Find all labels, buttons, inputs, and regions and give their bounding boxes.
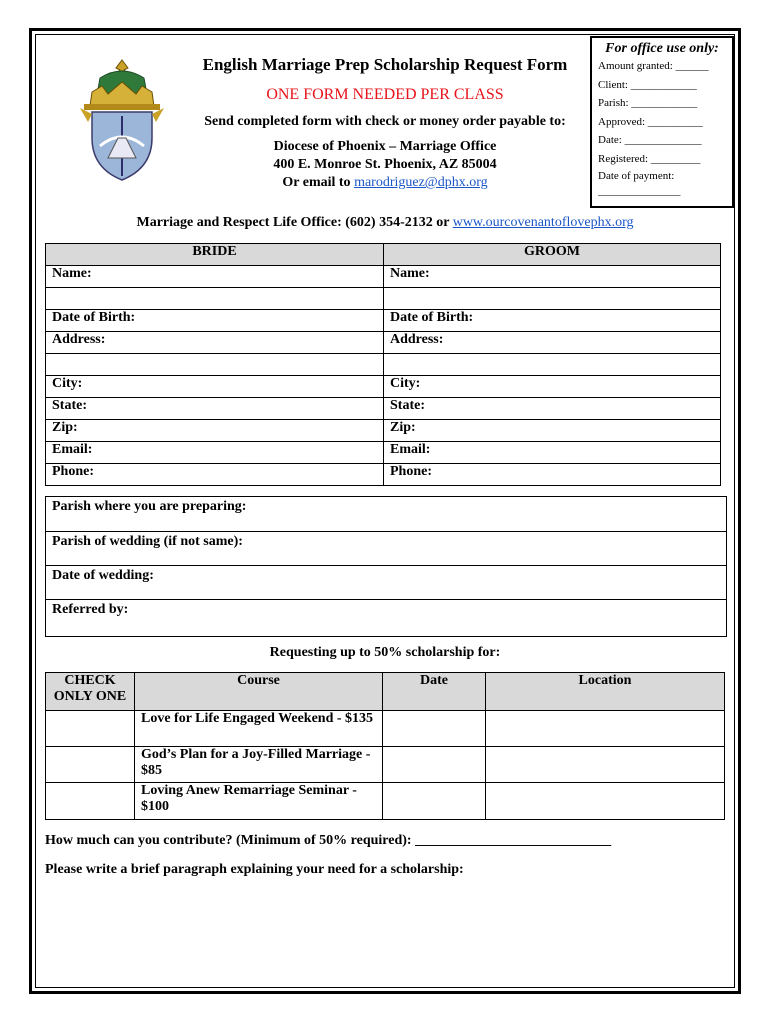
bride-field[interactable] (46, 288, 384, 310)
groom-field[interactable]: State: (384, 398, 721, 420)
office-field: _______________ (598, 185, 681, 197)
course-name: Love for Life Engaged Weekend - $135 (135, 711, 383, 747)
parish-preparing-field[interactable]: Parish where you are preparing: (46, 497, 726, 532)
groom-field[interactable]: Name: (384, 266, 721, 288)
email-line (185, 174, 585, 192)
address-line-2: 400 E. Monroe St. Phoenix, AZ 85004 (273, 157, 497, 172)
bride-field[interactable]: Date of Birth: (46, 310, 384, 332)
groom-field[interactable]: Date of Birth: (384, 310, 721, 332)
office-field: Date of payment: (598, 170, 675, 182)
groom-field[interactable]: Address: (384, 332, 721, 354)
email-prefix: Or email to (282, 175, 355, 190)
office-field: Registered: _________ (598, 152, 701, 165)
contact-line (45, 215, 725, 231)
send-instruction: Send completed form with check or money order payable to: (204, 114, 566, 129)
bride-field[interactable]: Name: (46, 266, 384, 288)
bride-field[interactable]: City: (46, 376, 384, 398)
referred-by-field[interactable]: Referred by: (52, 602, 129, 617)
course-name: Loving Anew Remarriage Seminar - $100 (135, 783, 383, 820)
check-header: CHECK ONLY ONE (46, 673, 135, 711)
form-subtitle: ONE FORM NEEDED PER CLASS (266, 86, 504, 103)
office-field: Parish: ____________ (598, 97, 698, 109)
date-header: Date (383, 673, 486, 711)
course-table (45, 672, 725, 820)
groom-field[interactable] (384, 354, 721, 376)
course-header: Course (135, 673, 383, 711)
location-header: Location (486, 673, 725, 711)
bride-field[interactable]: Phone: (46, 464, 384, 486)
groom-field[interactable]: Zip: (384, 420, 721, 442)
groom-field[interactable] (384, 288, 721, 310)
course-date-cell[interactable] (383, 783, 486, 820)
office-field: Date: ______________ (598, 134, 702, 146)
address-line-1: Diocese of Phoenix – Marriage Office (273, 139, 497, 154)
course-location-cell[interactable] (486, 711, 725, 747)
groom-field[interactable]: Email: (384, 442, 721, 464)
groom-field[interactable]: Phone: (384, 464, 721, 486)
course-date-cell[interactable] (383, 747, 486, 783)
diocese-crest-icon (78, 58, 166, 183)
course-name: God’s Plan for a Joy-Filled Marriage - $85 (135, 747, 383, 783)
parish-wedding-field[interactable]: Parish of wedding (if not same): (46, 532, 726, 566)
groom-field[interactable]: City: (384, 376, 721, 398)
bride-field[interactable]: Address: (46, 332, 384, 354)
bride-field[interactable]: Zip: (46, 420, 384, 442)
bride-field[interactable] (46, 354, 384, 376)
form-title: English Marriage Prep Scholarship Request Form (202, 55, 568, 74)
email-link[interactable]: marodriguez@dphx.org (354, 175, 488, 190)
groom-header: GROOM (384, 244, 721, 266)
bride-header: BRIDE (46, 244, 384, 266)
office-field: Approved: __________ (598, 115, 703, 128)
bride-field[interactable]: Email: (46, 442, 384, 464)
mailing-address (185, 138, 585, 192)
bride-field[interactable]: State: (46, 398, 384, 420)
website-link[interactable]: www.ourcovenantoflovephx.org (452, 215, 634, 230)
office-field: Client: ____________ (598, 78, 697, 91)
contact-text: Marriage and Respect Life Office: (602) 354-2132 or (136, 215, 453, 230)
course-checkbox[interactable] (46, 747, 135, 783)
wedding-date-field[interactable]: Date of wedding: (46, 566, 726, 600)
office-use-heading: For office use only: (605, 41, 719, 56)
course-location-cell[interactable] (486, 783, 725, 820)
paragraph-prompt: Please write a brief paragraph explaining your need for a scholarship: (45, 862, 464, 877)
contribution-field[interactable]: How much can you contribute? (Minimum of 50% required): ____________________________ (45, 833, 612, 848)
course-checkbox[interactable] (46, 711, 135, 747)
course-date-cell[interactable] (383, 711, 486, 747)
office-use-box (590, 36, 734, 208)
course-checkbox[interactable] (46, 783, 135, 820)
paragraph-area[interactable] (45, 885, 725, 983)
office-field: Amount granted: ______ (598, 60, 709, 72)
additional-fields (45, 496, 727, 637)
applicant-table (45, 243, 721, 486)
course-location-cell[interactable] (486, 747, 725, 783)
request-heading: Requesting up to 50% scholarship for: (269, 645, 501, 660)
